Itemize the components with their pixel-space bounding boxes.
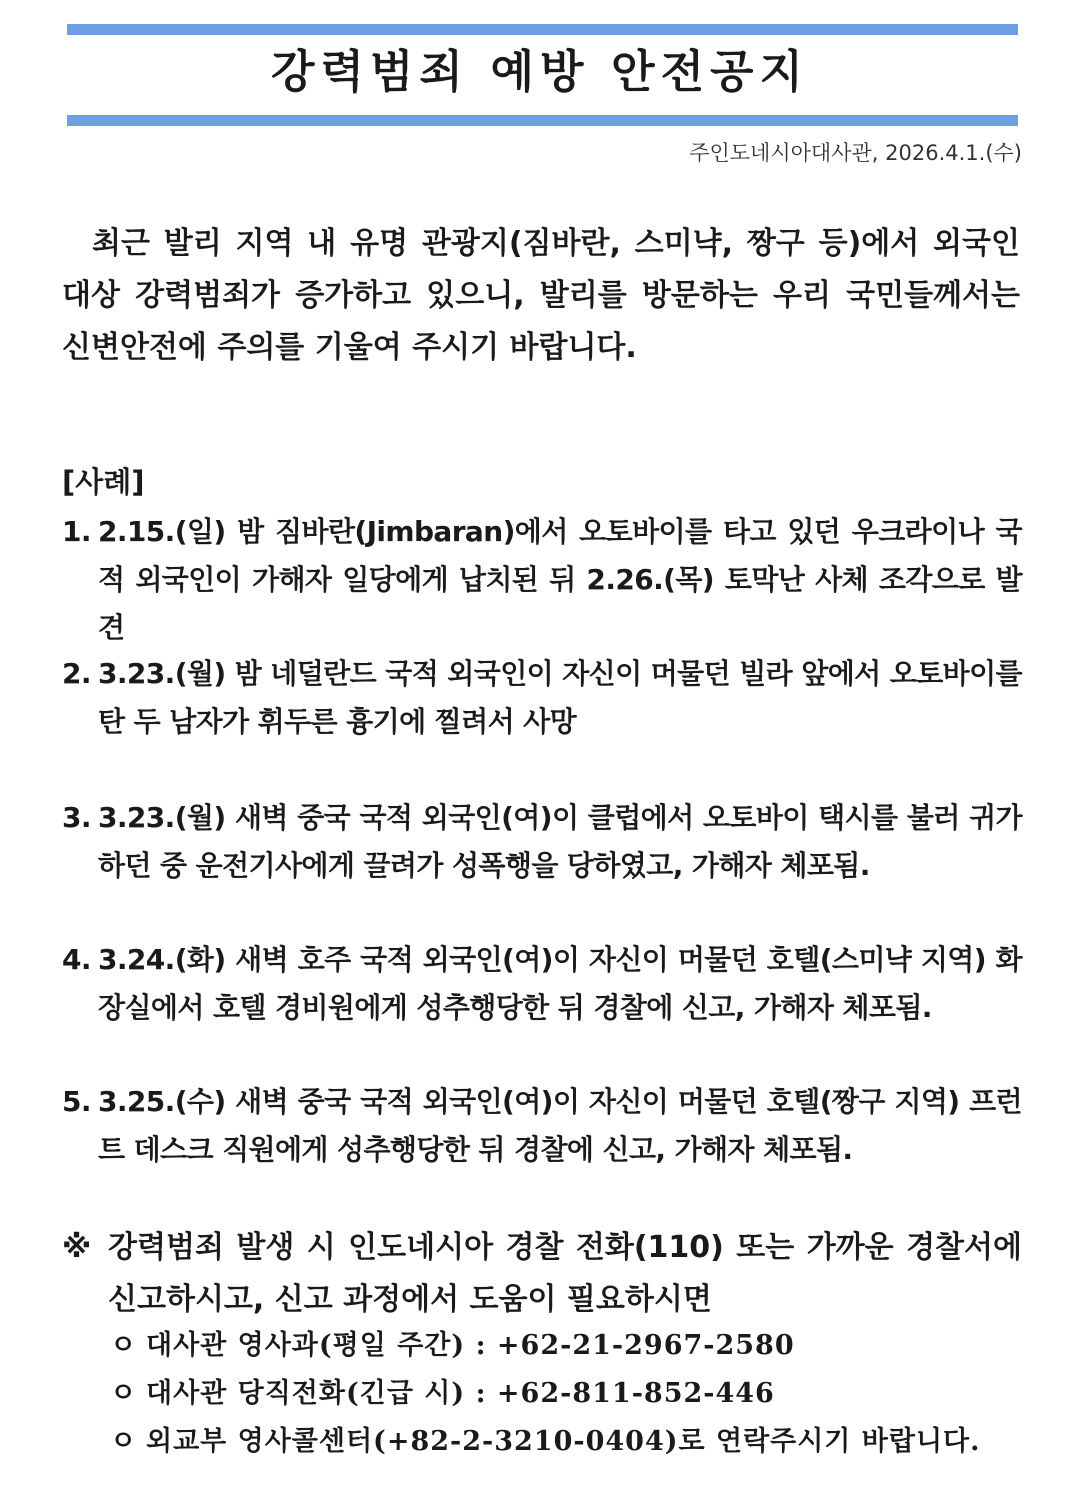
emergency-notice [62, 1222, 1022, 1326]
contact-text: 외교부 영사콜센터(+82-2-3210-0404)로 연락주시기 바랍니다. [146, 1426, 981, 1457]
case-item [62, 508, 1022, 652]
case-number: 3. [62, 801, 91, 834]
contact-item-duty-phone [110, 1370, 1030, 1418]
contact-text: 대사관 당직전화(긴급 시) : +62-811-852-446 [146, 1378, 775, 1409]
circle-bullet-icon: ㅇ [110, 1378, 138, 1409]
contact-text: 대사관 영사과(평일 주간) : +62-21-2967-2580 [146, 1330, 795, 1361]
notice-text: 강력범죄 발생 시 인도네시아 경찰 전화(110) 또는 가까운 경찰서에 신고하시고, 신고 과정에서 도움이 필요하시면 [108, 1230, 1022, 1317]
case-number: 4. [62, 943, 91, 976]
reference-mark-icon: ※ [62, 1230, 92, 1265]
case-number: 1. [62, 515, 91, 548]
case-item [62, 936, 1022, 1032]
contact-item-consular [110, 1322, 1030, 1370]
case-item [62, 650, 1022, 746]
circle-bullet-icon: ㅇ [110, 1330, 138, 1361]
circle-bullet-icon: ㅇ [110, 1426, 138, 1457]
case-text: 3.23.(월) 밤 네덜란드 국적 외국인이 자신이 머물던 빌라 앞에서 오토바이를 탄 두 남자가 휘두른 흉기에 찔려서 사망 [98, 657, 1022, 738]
case-text: 2.15.(일) 밤 짐바란(Jimbaran)에서 오토바이를 타고 있던 우크라이나 국적 외국인이 가해자 일당에게 납치된 뒤 2.26.(목) 토막난 사체 조각으로 발견 [98, 515, 1022, 644]
case-item [62, 794, 1022, 890]
page-title: 강력범죄 예방 안전공지 [270, 45, 810, 98]
contact-list [110, 1322, 1030, 1466]
case-text: 3.23.(월) 새벽 중국 국적 외국인(여)이 클럽에서 오토바이 택시를 불러 귀가하던 중 운전기사에게 끌려가 성폭행을 당하였고, 가해자 체포됨. [98, 801, 1022, 882]
cases-section-label: [사례] [62, 465, 145, 499]
title-bottom-rule [67, 115, 1018, 126]
case-item [62, 1078, 1022, 1174]
title-top-rule [67, 24, 1018, 35]
issuer-date: 주인도네시아대사관, 2026.4.1.(수) [689, 141, 1022, 165]
case-number: 5. [62, 1085, 91, 1118]
case-text: 3.25.(수) 새벽 중국 국적 외국인(여)이 자신이 머물던 호텔(짱구 지역) 프런트 데스크 직원에게 성추행당한 뒤 경찰에 신고, 가해자 체포됨. [98, 1085, 1022, 1166]
case-text: 3.24.(화) 새벽 호주 국적 외국인(여)이 자신이 머물던 호텔(스미냑 지역) 화장실에서 호텔 경비원에게 성추행당한 뒤 경찰에 신고, 가해자 체포됨. [98, 943, 1022, 1024]
case-number: 2. [62, 657, 91, 690]
intro-text: 최근 발리 지역 내 유명 관광지(짐바란, 스미냑, 짱구 등)에서 외국인 대상 강력범죄가 증가하고 있으니, 발리를 방문하는 우리 국민들께서는 신변안전에 주의를 기울여 주시기 바랍니다. [62, 226, 1020, 365]
intro-paragraph [62, 218, 1020, 374]
contact-item-call-center [110, 1418, 1030, 1466]
